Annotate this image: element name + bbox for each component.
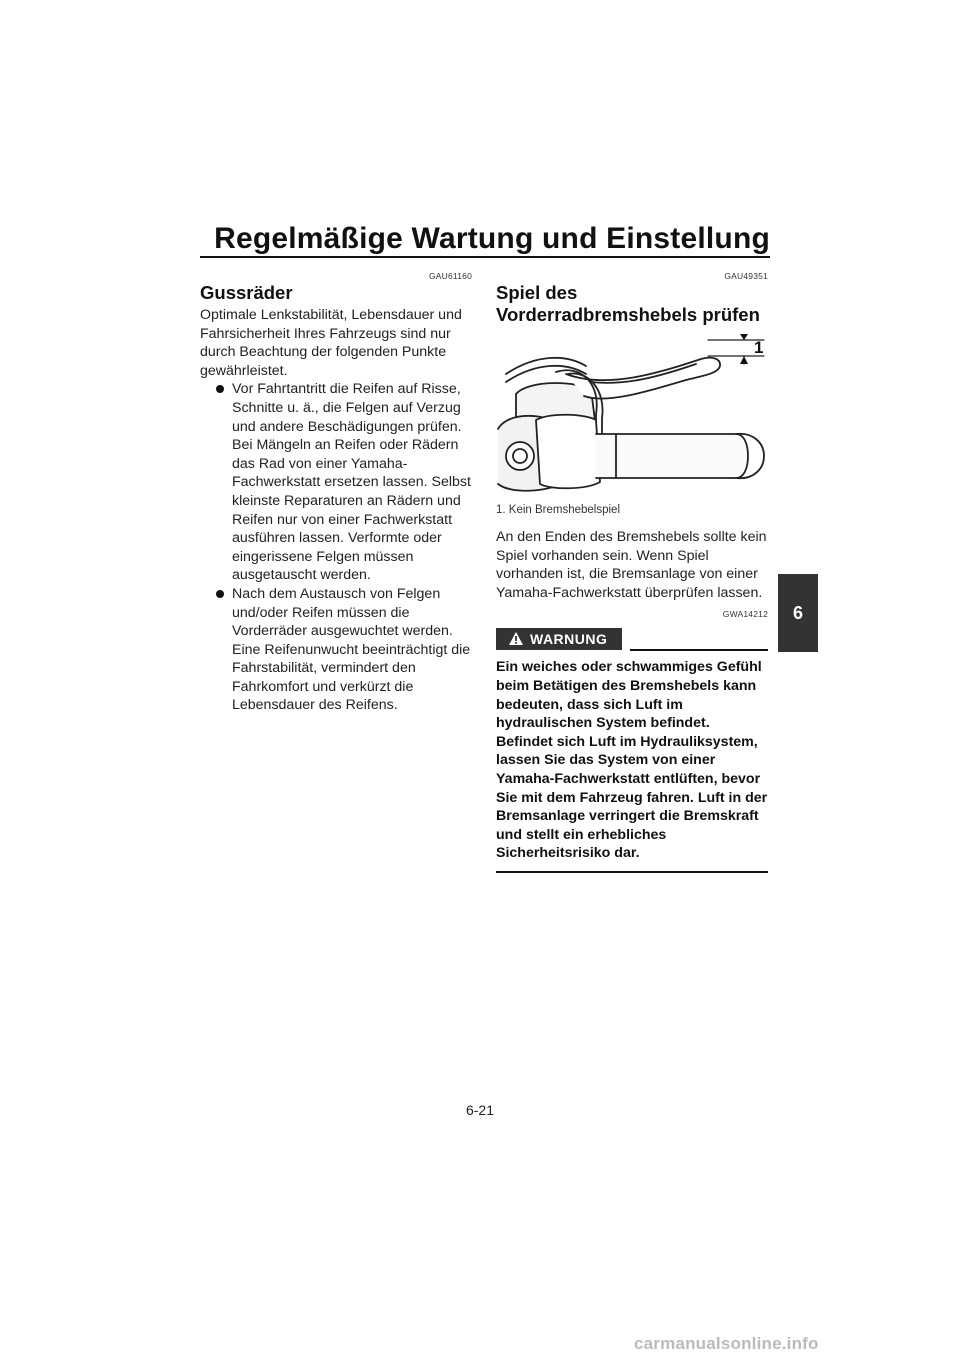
- bullet-icon: [216, 385, 224, 393]
- page-number: 6-21: [465, 1102, 495, 1118]
- list-item: Nach dem Austausch von Felgen und/oder Reifen müssen die Vorderräder ausgewuchtet werden. Eine Reifenunwucht beeinträchtigt die Fahrstabilität, vermindert den Fahrkomfort und verkürzt die Lebensdauer des Reifens.: [216, 585, 472, 715]
- warning-rule-bottom: [496, 871, 768, 873]
- right-column: [496, 270, 768, 873]
- warning-rule: [630, 649, 768, 651]
- brake-lever-illustration: [496, 334, 768, 497]
- header-rule: [200, 256, 770, 258]
- intro-paragraph: Optimale Lenkstabilität, Lebensdauer und Fahrsicherheit Ihres Fahrzeugs sind nur durch Beachtung der folgenden Punkte gewährleistet.: [200, 307, 462, 379]
- chapter-tab: 6: [778, 574, 818, 652]
- warning-badge: [496, 628, 622, 650]
- page-title: Regelmäßige Wartung und Einstellung: [214, 222, 770, 255]
- section-code: GAU49351: [724, 271, 768, 281]
- figure-caption: 1. Kein Bremshebelspiel: [496, 504, 621, 516]
- warning-text: Ein weiches oder schwammiges Gefühl beim Betätigen des Bremshebels kann bedeuten, dass sich Luft im hydraulischen System befindet. Befindet sich Luft im Hydrauliksystem, lassen Sie das System von einer Yamaha-Fachwerkstatt entlüften, bevor Sie mit dem Fahrzeug fahren. Luft in der Bremsanlage verringert die Bremskraft und stellt ein erhebliches Sicherheitsrisiko dar.: [496, 659, 768, 862]
- section-heading: Gussräder: [200, 282, 293, 303]
- warning-triangle-icon: [508, 631, 524, 646]
- bullet-list: [216, 380, 472, 715]
- figure-callout: 1: [754, 338, 764, 357]
- warning-header: [496, 622, 768, 648]
- section-code: GAU61160: [428, 271, 472, 281]
- warning-label: WARNUNG: [530, 631, 608, 648]
- brake-lever-figure: [496, 334, 768, 497]
- section-heading: Spiel des Vorderradbremshebels prüfen: [496, 282, 760, 325]
- left-column: [200, 270, 472, 715]
- watermark: carmanualsonline.info: [634, 1334, 819, 1353]
- body-paragraph: An den Enden des Bremshebels sollte kein Spiel vorhanden sein. Wenn Spiel vorhanden ist, die Bremsanlage von einer Yamaha-Fachwerkstatt überprüfen lassen.: [496, 529, 767, 601]
- bullet-icon: [216, 590, 224, 598]
- list-item: Vor Fahrtantritt die Reifen auf Risse, Schnitte u. ä., die Felgen auf Verzug und andere Beschädigungen prüfen. Bei Mängeln an Reifen oder Rädern das Rad von einer Yamaha-Fachwerkstatt ersetzen lassen. Selbst kleinste Reparaturen an Rädern und Reifen nur von einer Fachwerkstatt ausführen lassen. Verformte oder eingerissene Felgen müssen ausgetauscht werden.: [216, 380, 472, 585]
- warning-code: GWA14212: [722, 609, 768, 620]
